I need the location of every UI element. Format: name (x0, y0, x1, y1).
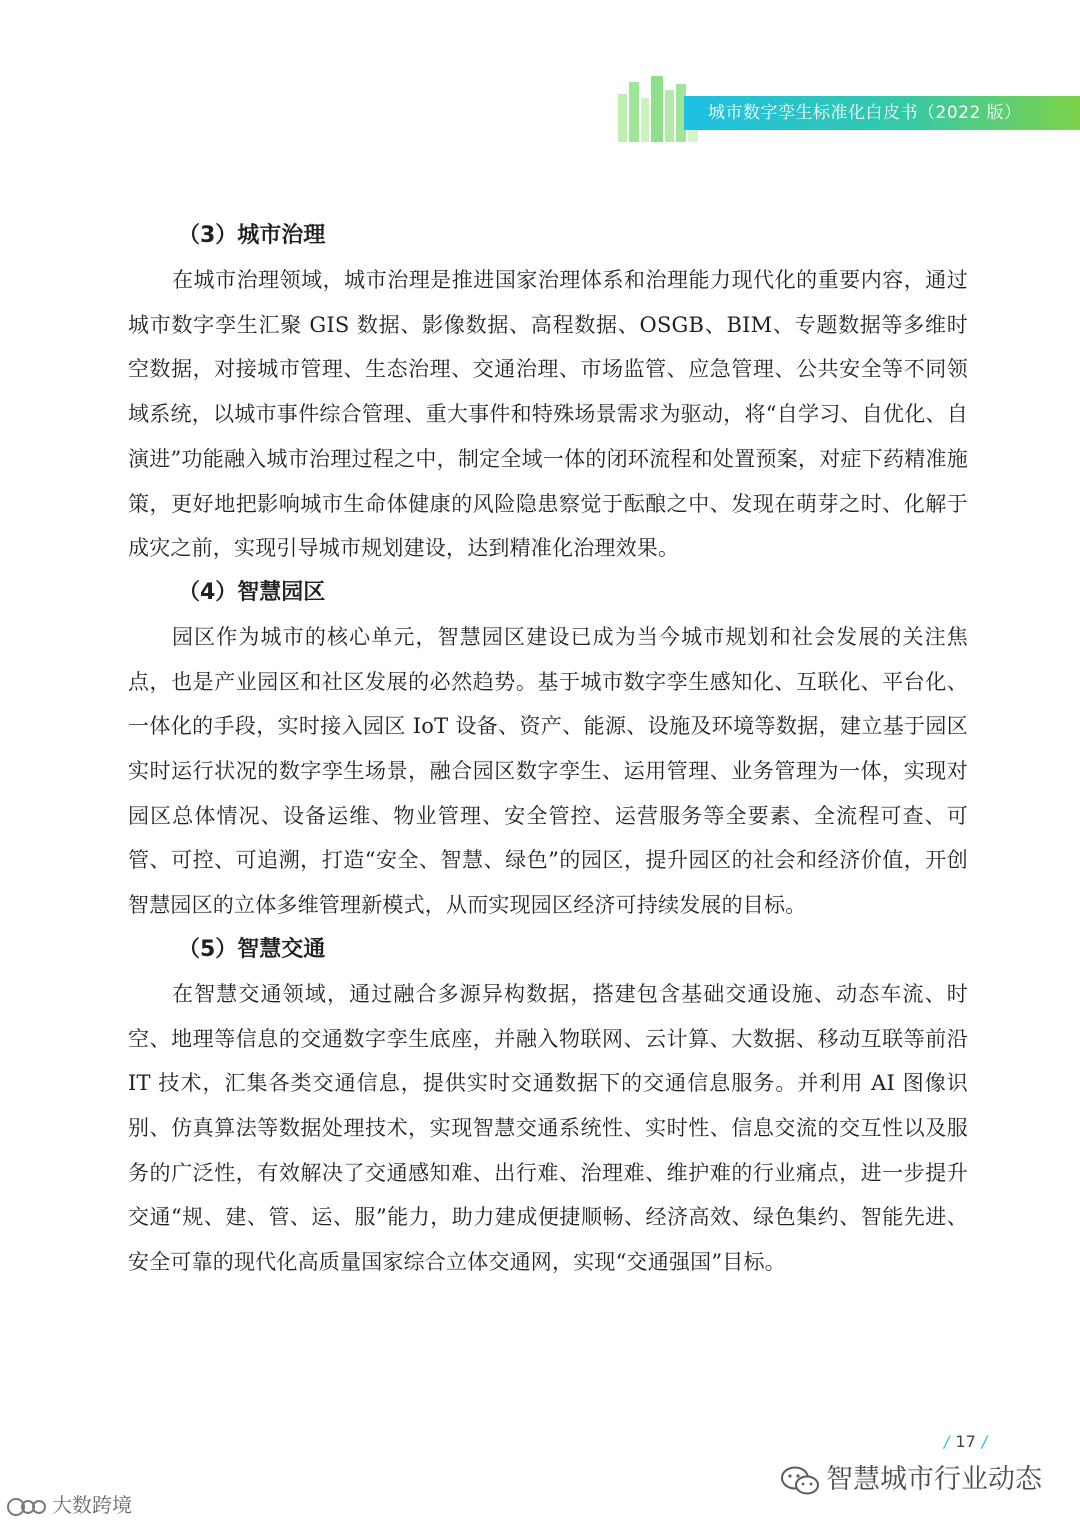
section-paragraph-city-governance: 在城市治理领域，城市治理是推进国家治理体系和治理能力现代化的重要内容，通过城市数字孪生汇聚 GIS 数据、影像数据、高程数据、OSGB、BIM、专题数据等多维时空数据，对接城市管理、生态治理、交通治理、市场监管、应急管理、公共安全等不同领域系统，以城市事件综合管理、重大事件和特殊场景需求为驱动，将“自学习、自优化、自演进”功能融入城市治理过程之中，制定全域一体的闭环流程和处置预案，对症下药精准施策，更好地把影响城市生命体健康的风险隐患察觉于酝酿之中、发现在萌芽之时、化解于成灾之前，实现引导城市规划建设，达到精准化治理效果。 (128, 268, 968, 561)
page-number-slash-left: / (944, 1432, 950, 1451)
page-number: 17 (955, 1432, 976, 1451)
wechat-account-name: 智慧城市行业动态 (826, 1464, 1042, 1495)
brand-watermark (6, 1490, 132, 1520)
wechat-watermark (780, 1460, 1042, 1500)
page-number-slash-right: / (981, 1432, 988, 1451)
brand-name: 大数跨境 (52, 1493, 132, 1517)
document-title: 城市数字孪生标准化白皮书（2022 版） (708, 103, 1022, 123)
section-heading-smart-transport: （5）智慧交通 (178, 936, 326, 962)
section-paragraph-smart-transport: 在智慧交通领域，通过融合多源异构数据，搭建包含基础交通设施、动态车流、时空、地理等信息的交通数字孪生底座，并融入物联网、云计算、大数据、移动互联等前沿 IT 技术，汇集各类交通信息，提供实时交通数据下的交通信息服务。并利用 AI 图像识别、仿真算法等数据处理技术，实现智慧交通系统性、实时性、信息交流的交互性以及服务的广泛性，有效解决了交通感知难、出行难、治理难、维护难的行业痛点，进一步提升交通“规、建、管、运、服”能力，助力建成便捷顺畅、经济高效、绿色集约、智能先进、安全可靠的现代化高质量国家综合立体交通网，实现“交通强国”目标。 (128, 981, 968, 1275)
section-heading-city-governance: （3）城市治理 (178, 223, 326, 248)
wechat-icon (780, 1465, 820, 1497)
section-heading-smart-park: （4）智慧园区 (178, 579, 326, 605)
page-content (128, 214, 968, 1285)
section-paragraph-smart-park: 园区作为城市的核心单元，智慧园区建设已成为当今城市规划和社会发展的关注焦点，也是产业园区和社区发展的必然趋势。基于城市数字孪生感知化、互联化、平台化、一体化的手段，实时接入园区 IoT 设备、资产、能源、设施及环境等数据，建立基于园区实时运行状况的数字孪生场景，融合园区数字孪生、运用管理、业务管理为一体，实现对园区总体情况、设备运维、物业管理、安全管控、运营服务等全要素、全流程可查、可管、可控、可追溯，打造“安全、智慧、绿色”的园区，提升园区的社会和经济价值，开创智慧园区的立体多维管理新模式，从而实现园区经济可持续发展的目标。 (128, 624, 968, 918)
page-number-block (938, 1430, 993, 1454)
brand-logo-icon (6, 1495, 48, 1519)
